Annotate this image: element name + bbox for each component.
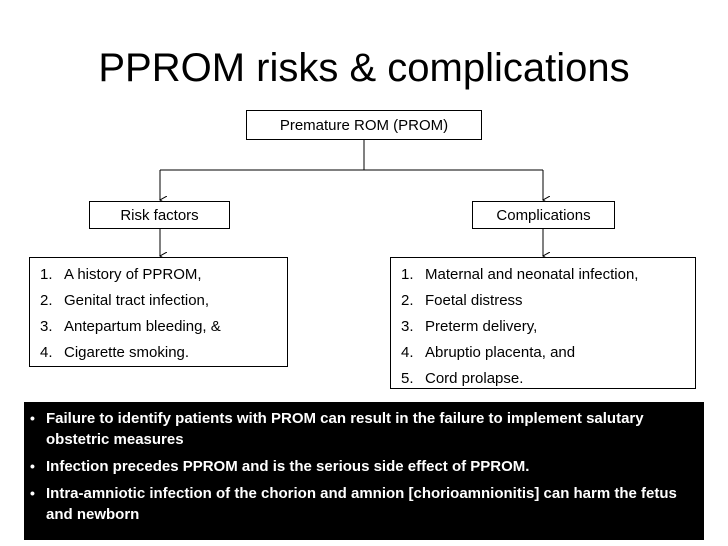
note-item: • Intra-amniotic infection of the chorion and amnion [chorioamnionitis] can harm the fetus and newborn <box>30 485 677 523</box>
list-item: 4. Cigarette smoking. <box>40 344 190 361</box>
risk-factors-label: Risk factors <box>120 206 199 224</box>
list-item: 3. Preterm delivery, <box>401 318 538 335</box>
risk-factors-list-box <box>29 257 288 367</box>
note-item: • Infection precedes PPROM and is the serious side effect of PPROM. <box>30 458 530 475</box>
complications-list-box <box>390 257 696 389</box>
root-node-label: Premature ROM (PROM) <box>279 116 449 134</box>
list-item: 4. Abruptio placenta, and <box>401 344 576 361</box>
note-item: • Failure to identify patients with PROM can result in the failure to implement salutary obstetric measures <box>30 410 644 448</box>
complications-node <box>472 201 615 229</box>
list-item: 1. A history of PPROM, <box>40 266 202 283</box>
complications-list <box>391 258 695 392</box>
risk-factors-node <box>89 201 230 229</box>
root-node <box>246 110 482 140</box>
list-item: 2. Genital tract infection, <box>40 292 210 309</box>
notes-list <box>30 408 696 525</box>
notes-panel <box>24 402 704 540</box>
complications-label: Complications <box>496 206 591 224</box>
risk-factors-list <box>30 258 287 366</box>
list-item: 2. Foetal distress <box>401 292 523 309</box>
bullet-icon: • <box>30 458 35 474</box>
bullet-icon: • <box>30 410 35 426</box>
list-item: 5. Cord prolapse. <box>401 370 524 387</box>
bullet-icon: • <box>30 485 35 501</box>
slide-title: PPROM risks & complications <box>98 46 630 90</box>
list-item: 3. Antepartum bleeding, & <box>40 318 221 335</box>
list-item: 1. Maternal and neonatal infection, <box>401 266 639 283</box>
